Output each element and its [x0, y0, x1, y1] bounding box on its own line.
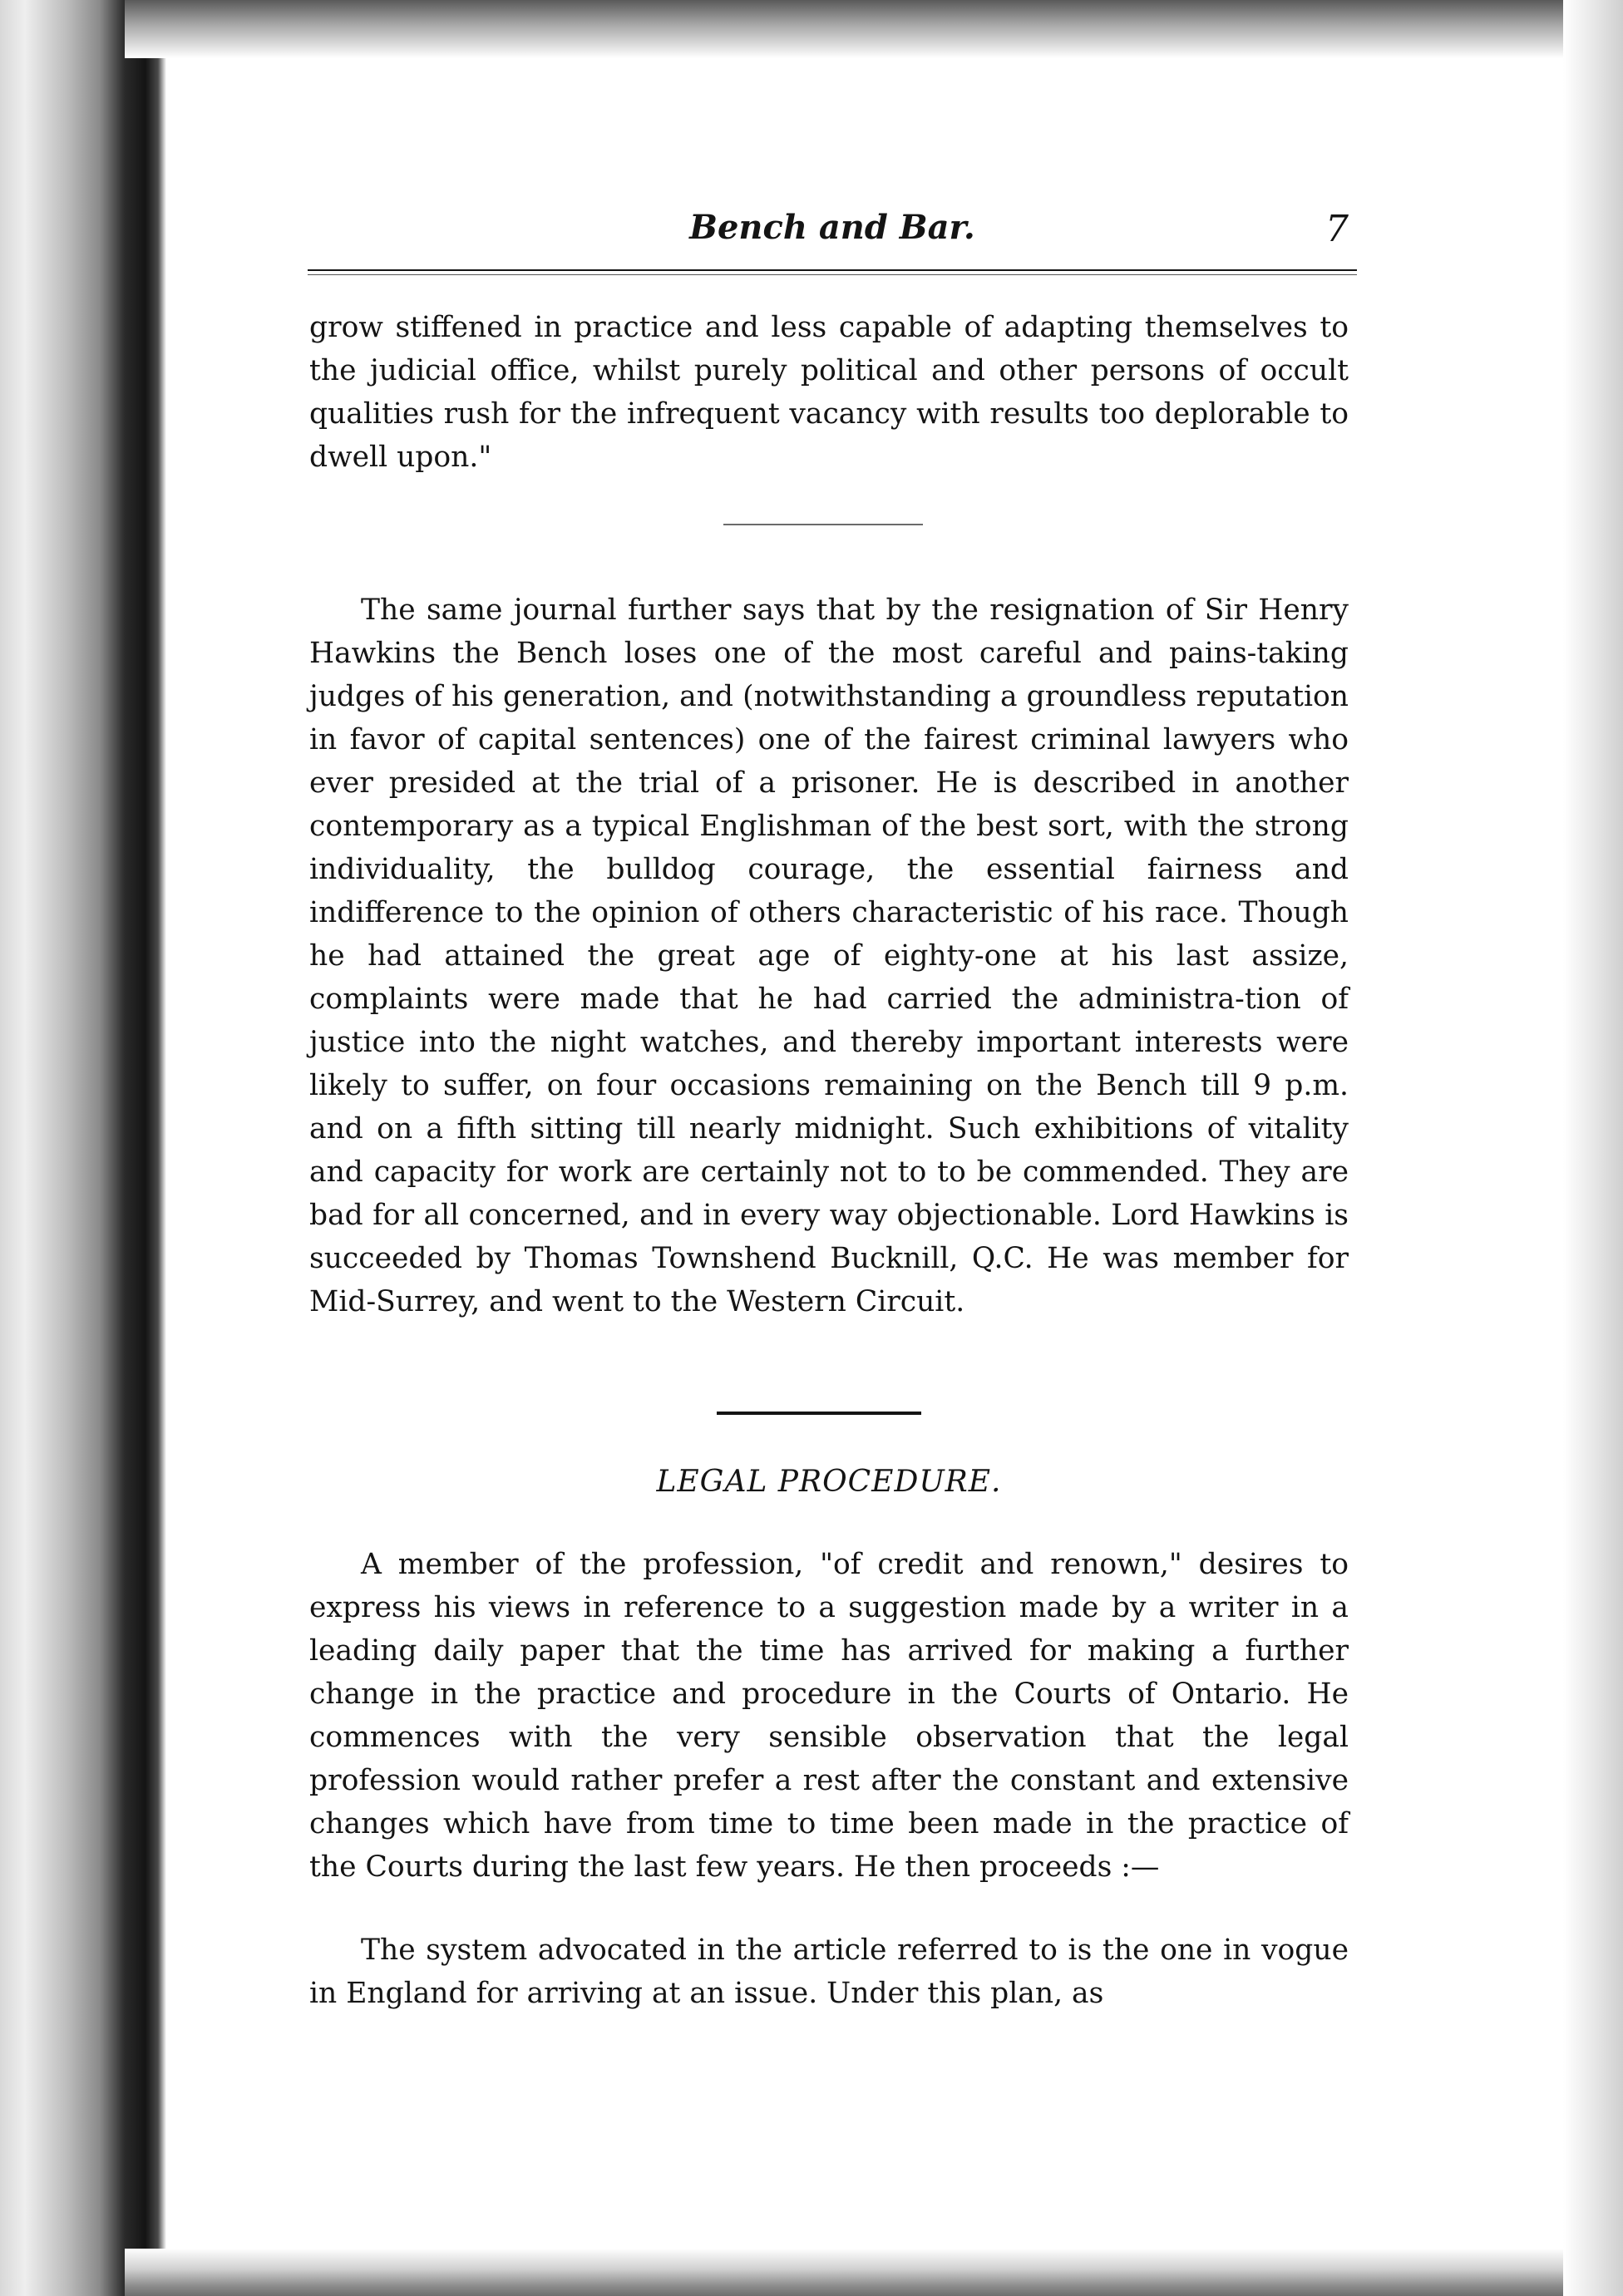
paragraph-system-advocated: The system advocated in the article referred to is the one in vogue in England for arriving at an issue. Under this plan, as	[309, 1934, 1349, 2010]
binding-shadow	[0, 0, 166, 2296]
paragraph-legal-procedure: A member of the profession, "of credit and renown," desires to express his views in reference to a suggestion made by a writer in a leading daily paper that the time has arrived for making a further change in the practice and procedure in the Courts of Ontario. He commences with the very sensible observation that the legal profession would rather prefer a rest after the constant and extensive changes which have from time to time been made in the practice of the Courts during the last few years. He then proceeds :—	[309, 1548, 1349, 1884]
header-rule	[308, 269, 1357, 271]
section-separator-short	[723, 524, 923, 525]
section-heading: LEGAL PROCEDURE.	[656, 1465, 1002, 1499]
scan-top-edge	[125, 0, 1623, 58]
scan-right-edge	[1563, 0, 1623, 2296]
paragraph-hawkins: The same journal further says that by the resignation of Sir Henry Hawkins the Bench loses one of the most careful and pains-taking judges of his generation, and (notwithstanding a groundless reputation in favor of capital sentences) one of the fairest criminal lawyers who ever presided at the trial of a prisoner. He is described in another contemporary as a typical Englishman of the best sort, with the strong individuality, the bulldog courage, the essential fairness and indifference to the opinion of others characteristic of his race. Though he had attained the great age of eighty-one at his last assize, complaints were made that he had carried the administra-tion of justice into the night watches, and thereby important interests were likely to suffer, on four occasions remaining on the Bench till 9 p.m. and on a fifth sitting till nearly midnight. Such exhibitions of vitality and capacity for work are certainly not to to be commended. They are bad for all concerned, and in every way objectionable. Lord Hawkins is succeeded by Thomas Townshend Bucknill, Q.C. He was member for Mid-Surrey, and went to the Western Circuit.	[309, 594, 1349, 1318]
running-title: Bench and Bar.	[689, 208, 975, 247]
paragraph-continuation: grow stiffened in practice and less capable of adapting themselves to the judicial office, whilst purely political and other persons of occult qualities rush for the infrequent vacancy with results too deplorable to dwell upon."	[309, 311, 1349, 474]
section-separator	[717, 1412, 921, 1415]
scan-bottom-edge	[125, 2249, 1623, 2296]
header-rule-thin	[308, 274, 1357, 275]
page-number: 7	[1325, 208, 1349, 250]
running-header	[308, 206, 1357, 273]
